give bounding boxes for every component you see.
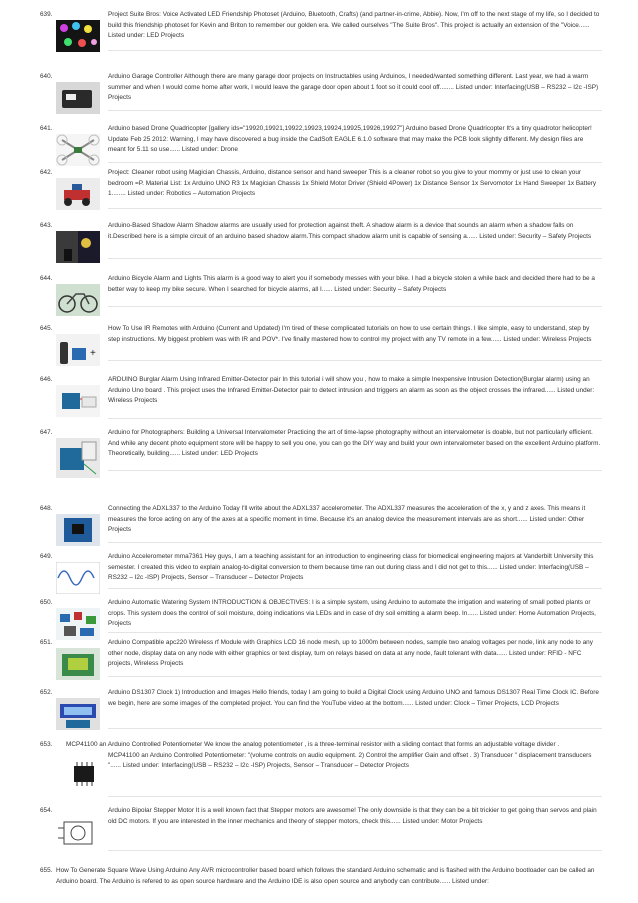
item-description[interactable]: Arduino DS1307 Clock 1) Introduction and Images Hello friends, today I am going to build a Digital Clock using Arduino UNO and famous DS1307 Real Time Clock IC. Before we begin, here are some images of the completed project. You can find the YouTube video at the bottom...... Listed under: Clock – Timer Projects, LCD Projects [108,689,599,707]
divider [108,50,602,51]
mcp41100-icon[interactable] [62,758,102,790]
item-description[interactable]: Arduino Bicycle Alarm and Lights This alarm is a good way to alert you if somebody messes with your bike. I had a bicycle stolen a while back and decided there had to be a better way to keep my bike secure. When I searched for bicycle alarms, all I...... Listed under: Security – Safety Projects [108,275,595,293]
drone-icon[interactable] [56,134,100,166]
burglar-alarm-icon[interactable] [56,385,100,417]
divider [108,542,602,543]
item-description[interactable]: Arduino Compatible apc220 Wireless rf Module with Graphics LCD 16 node mesh, up to 1000m between nodes, sample two analog voltages per node, link any node to any other node, display data on any node with either graphics or text display, turn on relays based on data at any node, fault tolerant with data...... Listed under: RFID - NFC projects, Wireless Projects [108,639,593,668]
divider [108,632,602,633]
item-number: 646. [40,376,53,383]
item-number: 650. [40,599,53,606]
item-description[interactable]: Arduino-Based Shadow Alarm Shadow alarms are usually used for protection against theft. A shadow alarm is a device that sounds an alarm when a shadow falls on it.Described here is a simple circuit of an arduino based shadow alarm.This compact shadow alarm unit is capable of sensing a...... Listed under: Security – Safety Projects [108,222,592,240]
accelerometer-icon[interactable] [56,562,100,594]
divider [108,796,602,797]
item-description[interactable]: Arduino Bipolar Stepper Motor It is a well known fact that Stepper motors are awesome! The only downside is that they can be a bit trickier to get going than servos and plain old DC motors. If you are interested in the inner mechanics and theory of stepper motors, check this...... Listed under: Motor Projects [108,807,597,825]
item-number: 647. [40,429,53,436]
item-description[interactable]: Project Suite Bros: Voice Activated LED Friendship Photoset (Arduino, Bluetooth, Crafts) (and partner-in-crime, Abbie). Now, I'm off to the next stage of my life, so I decided to build this friendship photoset for Kevin and Briton to remember our golden era. We called ourselves "The Suite Bros". This project is actually an extension of the "Voice...... Listed under: LED Projects [108,11,600,40]
item-description-continued[interactable]: MCP41100 an Arduino Controlled Potentiometer: "(volume controls on audio equipment. 2) Control the amplifier Gain and offset . 3) Transducer " displacement transducers "...... Listed under: Interfacing(USB – RS232 – I2c -ISP) Projects, Sensor – Transducer – Detector Projects [108,751,592,770]
apc220-icon[interactable] [56,648,100,680]
led-photoset-icon[interactable] [56,20,100,52]
divider [108,418,602,419]
shadow-alarm-icon[interactable] [56,231,100,263]
divider [108,850,602,851]
item-description[interactable]: ARDUINO Burglar Alarm Using Infrared Emitter-Detector pair In this tutorial i will show you , how to make a simple Inexpensive Intrusion Detection(Burglar alarm) using an Arduino Uno board . This project uses the Infrared Emitter-Detector pair to detect intrusion and triggers an alarm as soon as the object crosses the infrared...... Listed under: Wireless Projects [108,376,595,405]
divider [108,360,602,361]
divider [108,258,602,259]
item-number: 643. [40,222,53,229]
item-number: 652. [40,689,53,696]
garage-controller-icon[interactable] [56,82,100,114]
item-number: 642. [40,169,53,176]
divider [108,470,602,471]
item-number: 641. [40,125,53,132]
item-number: 654. [40,807,53,814]
item-description[interactable]: How To Generate Square Wave Using Arduino Any AVR microcontroller based board which follows the standard Arduino schematic and is flashed with the Arduino bootloader can be called an Arduino board. The Arduino is refered to as open source hardware and the Arduino IDE is also open source and anybody can contribute...... Listed under: [56,867,595,885]
divider [108,728,602,729]
item-number: 648. [40,505,53,512]
item-description[interactable]: Arduino Accelerometer mma7361 Hey guys, I am a teaching assistant for an introduction to engineering class for biomedical engineering majors at Vanderbilt University this semester. I created this video to explain analog-to-digital conversion to them because time ran out during class and I did not get to this...... Listed under: Interfacing(USB – RS232 – I2c -ISP) Projects, Sensor – Transducer – Detector Projects [108,553,594,582]
svg-text:+: + [90,348,96,359]
item-number: 655. [40,867,53,874]
divider [108,110,602,111]
item-description[interactable]: Arduino based Drone Quadricopter [gallery ids="19920,19921,19922,19923,19924,19925,19926,19927"] Arduino based Drone Quadricopter It's a tiny quadrotor helicopter! Update Feb 25 2012: Warning, I may have discovered a bug inside the CadSoft EAGLE 6.1.0 software that may make the PCB look slightly different. My design files are meant for 5.11 so use...... Listed under: Drone [108,125,592,154]
bicycle-icon[interactable] [56,284,100,316]
item-number: 640. [40,73,53,80]
divider [108,208,602,209]
item-number: 644. [40,275,53,282]
item-description[interactable]: Arduino for Photographers: Building a Universal Intervalometer Practicing the art of time-lapse photography without an intervalometer is doable, but not particularly efficient. And while any decent photo equipment store will be happy to sell you one, you can go the DIY way and build your own intervalometer based on the excellent Arduino platform. Theoretically, building...... Listed under: LED Projects [108,429,601,458]
item-number: 651. [40,639,53,646]
cleaner-robot-icon[interactable] [56,178,100,210]
item-description[interactable]: Project: Cleaner robot using Magician Chassis, Arduino, distance sensor and hand sweeper This is a cleaner robot so you give to your mommy or just use to clean your bedroom =P. Material List: 1x Arduino UNO R3 1x Magician Chassis 1x Shield Motor Driver (Shield 4Power) 1x Distance Sensor 1x Servomotor 1x Hand Sweeper 1x Battery 1........ Listed under: Robotics – Automation Projects [108,169,597,198]
ir-remote-icon[interactable] [56,334,100,366]
item-number: 649. [40,553,53,560]
item-description[interactable]: Arduino Garage Controller Although there are many garage door projects on Instructables using Arduinos, I needed/wanted something different. Last year, we had a warm summer and when I would come home after work, I would leave the garage door open about 1 foot so it could cool off........ Listed under: Interfacing(USB – RS232 – I2c -ISP) Projects [108,73,599,102]
item-number: 645. [40,325,53,332]
item-description[interactable]: How To Use IR Remotes with Arduino (Current and Updated) I'm tired of these complicated tutorials on how to use certain things. I like simple, easy to understand, step by step instructions. My biggest problem was with IR and POV*. I've finally mastered how to control my project with any TV remote in a few...... Listed under: Wireless Projects [108,325,592,343]
divider [108,676,602,677]
divider [108,162,602,163]
item-description[interactable]: Connecting the ADXL337 to the Arduino Today I'll write about the ADXL337 accelerometer. The ADXL337 measures the acceleration of the x, y and z axes. This means it measures the force acting on any of the axes at a specific moment in time. Because it's an analog device the measurement intervals are as short...... Listed under: Other Projects [108,505,586,534]
divider [108,306,602,307]
item-number: 639. [40,11,53,18]
item-description[interactable]: Arduino Automatic Watering System INTRODUCTION & OBJECTIVES: I is a simple system, using Arduino to automate the irrigation and watering of small potted plants or crops. This system does the control of soil moisture, doing indications via LEDs and in case of dry soil emitting a alarm beep. In...... Listed under: Home Automation Projects, Projects [108,599,596,628]
divider [108,588,602,589]
stepper-icon[interactable] [56,816,100,848]
item-number: 653. [40,741,53,748]
ds1307-icon[interactable] [56,698,100,730]
intervalometer-icon[interactable] [56,438,100,478]
adxl337-icon[interactable] [56,514,100,546]
watering-icon[interactable] [56,608,100,640]
item-description[interactable]: MCP41100 an Arduino Controlled Potentiometer We know the analog potentiometer , is a three-terminal resistor with a sliding contact that forms an adjustable voltage divider . [66,741,560,748]
